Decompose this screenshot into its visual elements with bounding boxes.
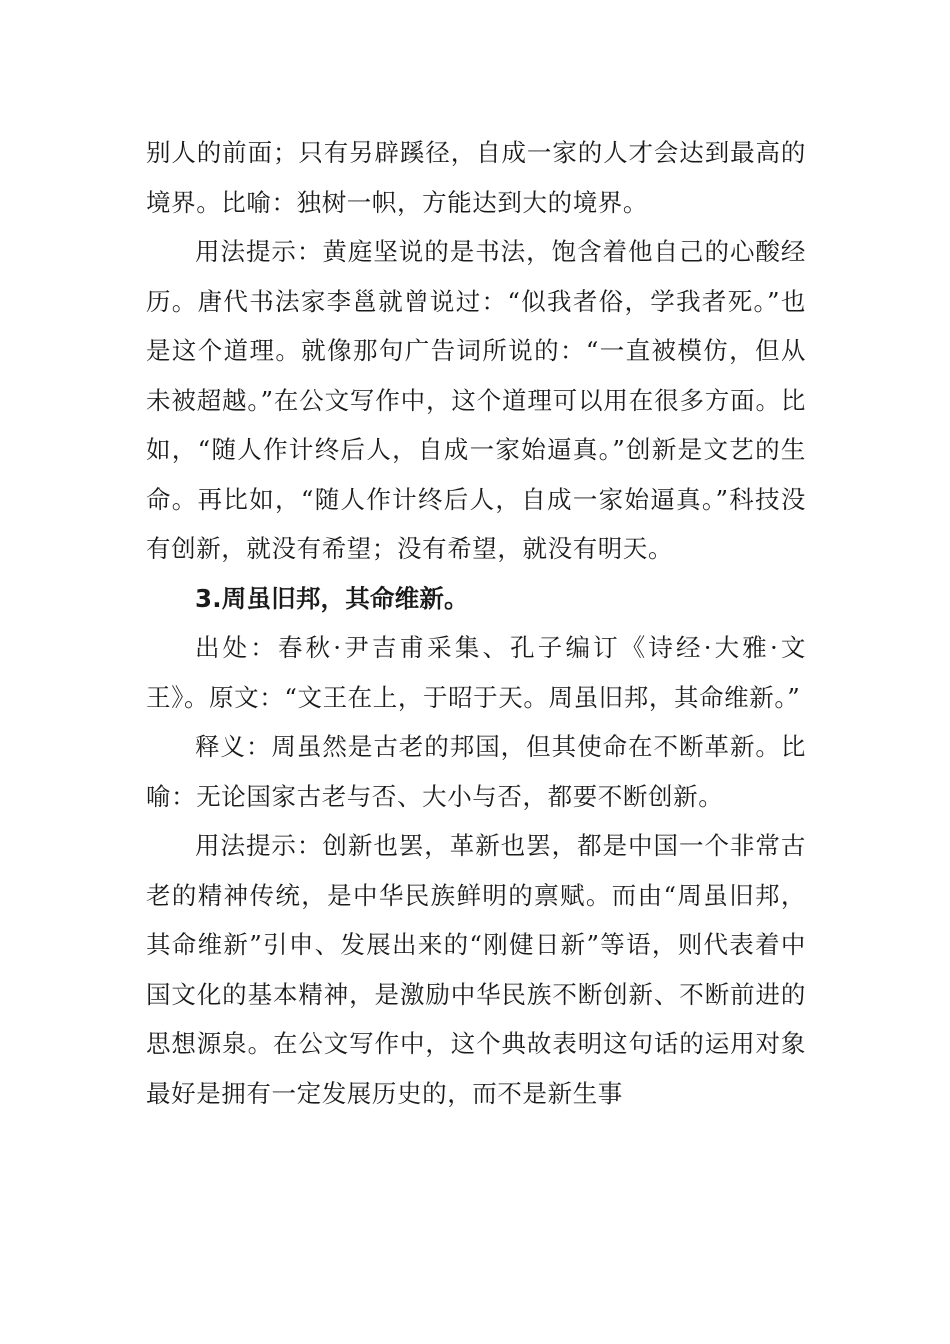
paragraph-meaning: 释义：周虽然是古老的邦国，但其使命在不断革新。比喻：无论国家古老与否、大小与否，都要不断创新。 (146, 732, 806, 811)
paragraph-continuation: 别人的前面；只有另辟蹊径，自成一家的人才会达到最高的境界。比喻：独树一帜，方能达到大的境界。 (146, 138, 806, 217)
document-body (146, 128, 806, 1118)
paragraph-usage-tip-2: 用法提示：创新也罢，革新也罢，都是中国一个非常古老的精神传统，是中华民族鲜明的禀赋。而由“周虽旧邦，其命维新”引申、发展出来的“刚健日新”等语，则代表着中国文化的基本精神，是激励中华民族不断创新、不断前进的思想源泉。在公文写作中，这个典故表明这句话的运用对象最好是拥有一定发展历史的，而不是新生事 (146, 831, 806, 1108)
section-heading: 3.周虽旧邦，其命维新。 (195, 583, 469, 613)
paragraph-source: 出处：春秋·尹吉甫采集、孔子编订《诗经·大雅·文王》。原文：“文王在上，于昭于天。周虽旧邦，其命维新。” (146, 633, 806, 712)
paragraph-usage-tip: 用法提示：黄庭坚说的是书法，饱含着他自己的心酸经历。唐代书法家李邕就曾说过：“似我者俗，学我者死。”也是这个道理。就像那句广告词所说的：“一直被模仿，但从未被超越。”在公文写作中，这个道理可以用在很多方面。比如，“随人作计终后人，自成一家始逼真。”创新是文艺的生命。再比如，“随人作计终后人，自成一家始逼真。”科技没有创新，就没有希望；没有希望，就没有明天。 (146, 237, 806, 563)
